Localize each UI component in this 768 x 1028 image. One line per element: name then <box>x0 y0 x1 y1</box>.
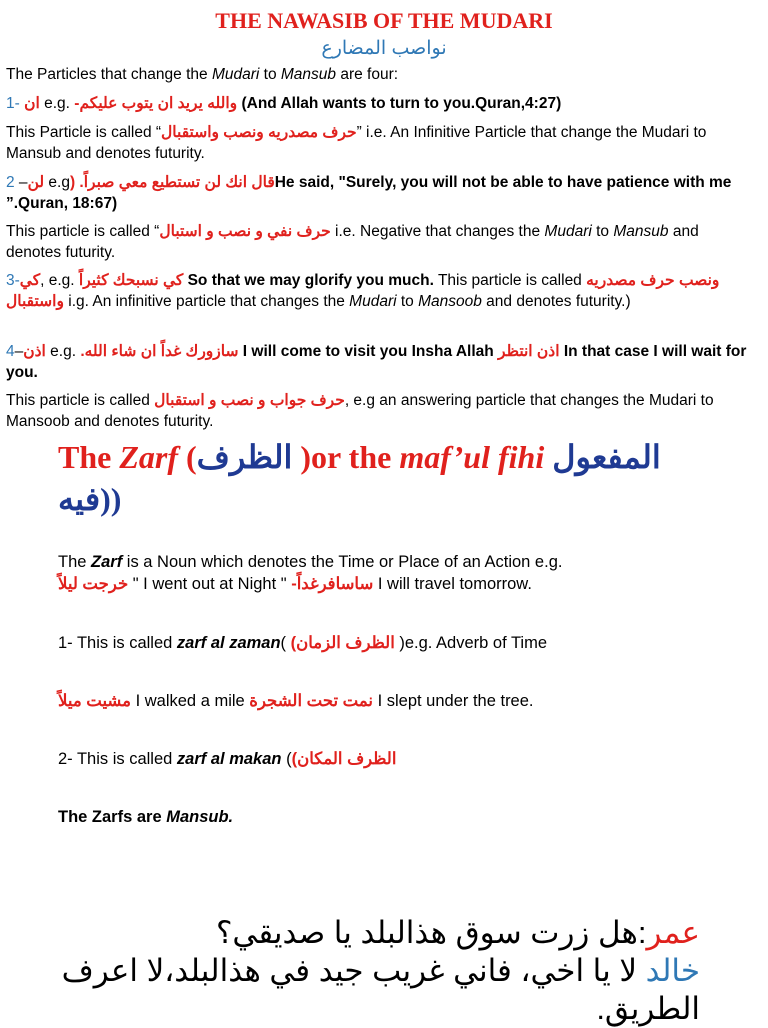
zarf-definition: The Zarf is a Noun which denotes the Time or Place of an Action e.g. خرجت ليلاً " I went out at Night " ساسافرغداً- I will travel tomorrow. <box>58 553 563 593</box>
zarf-heading: The Zarf (الظرف )or the maf’ul fihi المفعول فيه)) <box>58 439 661 517</box>
zarf-makan-line: 2- This is called zarf al makan (الظرف المكان) <box>58 750 397 768</box>
zarfs-mansub-line: The Zarfs are Mansub. <box>58 808 234 826</box>
page-title: THE NAWASIB OF THE MUDARI <box>215 8 553 33</box>
item-2-example: 2 –لن e.gقال انك لن تستطيع معي صبراً. (He said, "Surely, you will not be able to have patience with me ”.Quran, 18:67) <box>6 174 732 212</box>
item-4-description: This particle is called حرف جواب و نصب و استقبال, e.g an answering particle that changes the Mudari to Mansoob and denotes futurity. <box>6 392 714 430</box>
item-1-description: This Particle is called “حرف مصدريه ونصب واستقبال” i.e. An Infinitive Particle that change the Mudari to Mansub and denotes futurity. <box>6 124 707 162</box>
zarf-zaman-examples: مشيت ميلاً I walked a mile نمت تحت الشجرة I slept under the tree. <box>58 692 534 710</box>
dialog-line-1: عمر:هل زرت سوق هذالبلد يا صديقي؟ <box>215 915 700 950</box>
page-subtitle-arabic: نواصب المضارع <box>321 38 447 59</box>
item-4-example: 4–اذن e.g. سازورك غداً ان شاء الله. I will come to visit you Insha Allah اذن انتظر In that case I will wait for you. <box>6 343 747 381</box>
item-3-text: 3-كي, e.g. كي نسبحك كثيراً So that we may glorify you much. This particle is called حرف مصدريه ونصب واستقبال i.g. An infinitive particle that changes the Mudari to Mansoob and denotes futurity.) <box>6 272 720 310</box>
zarf-zaman-line: 1- This is called zarf al zaman( الظرف الزمان) )e.g. Adverb of Time <box>58 634 548 652</box>
item-2-description: This particle is called “حرف نفي و نصب و استبال i.e. Negative that changes the Mudari to Mansub and denotes futurity. <box>6 223 699 261</box>
intro-line: The Particles that change the Mudari to Mansub are four: <box>6 66 399 83</box>
item-1-example: 1- ان e.g. والله يريد ان يتوب عليكم- (And Allah wants to turn to you.Quran,4:27) <box>6 95 562 112</box>
dialog-line-2: خالد لا يا اخي، فاني غريب جيد في هذالبلد،لا اعرف الطريق. <box>61 953 700 1026</box>
